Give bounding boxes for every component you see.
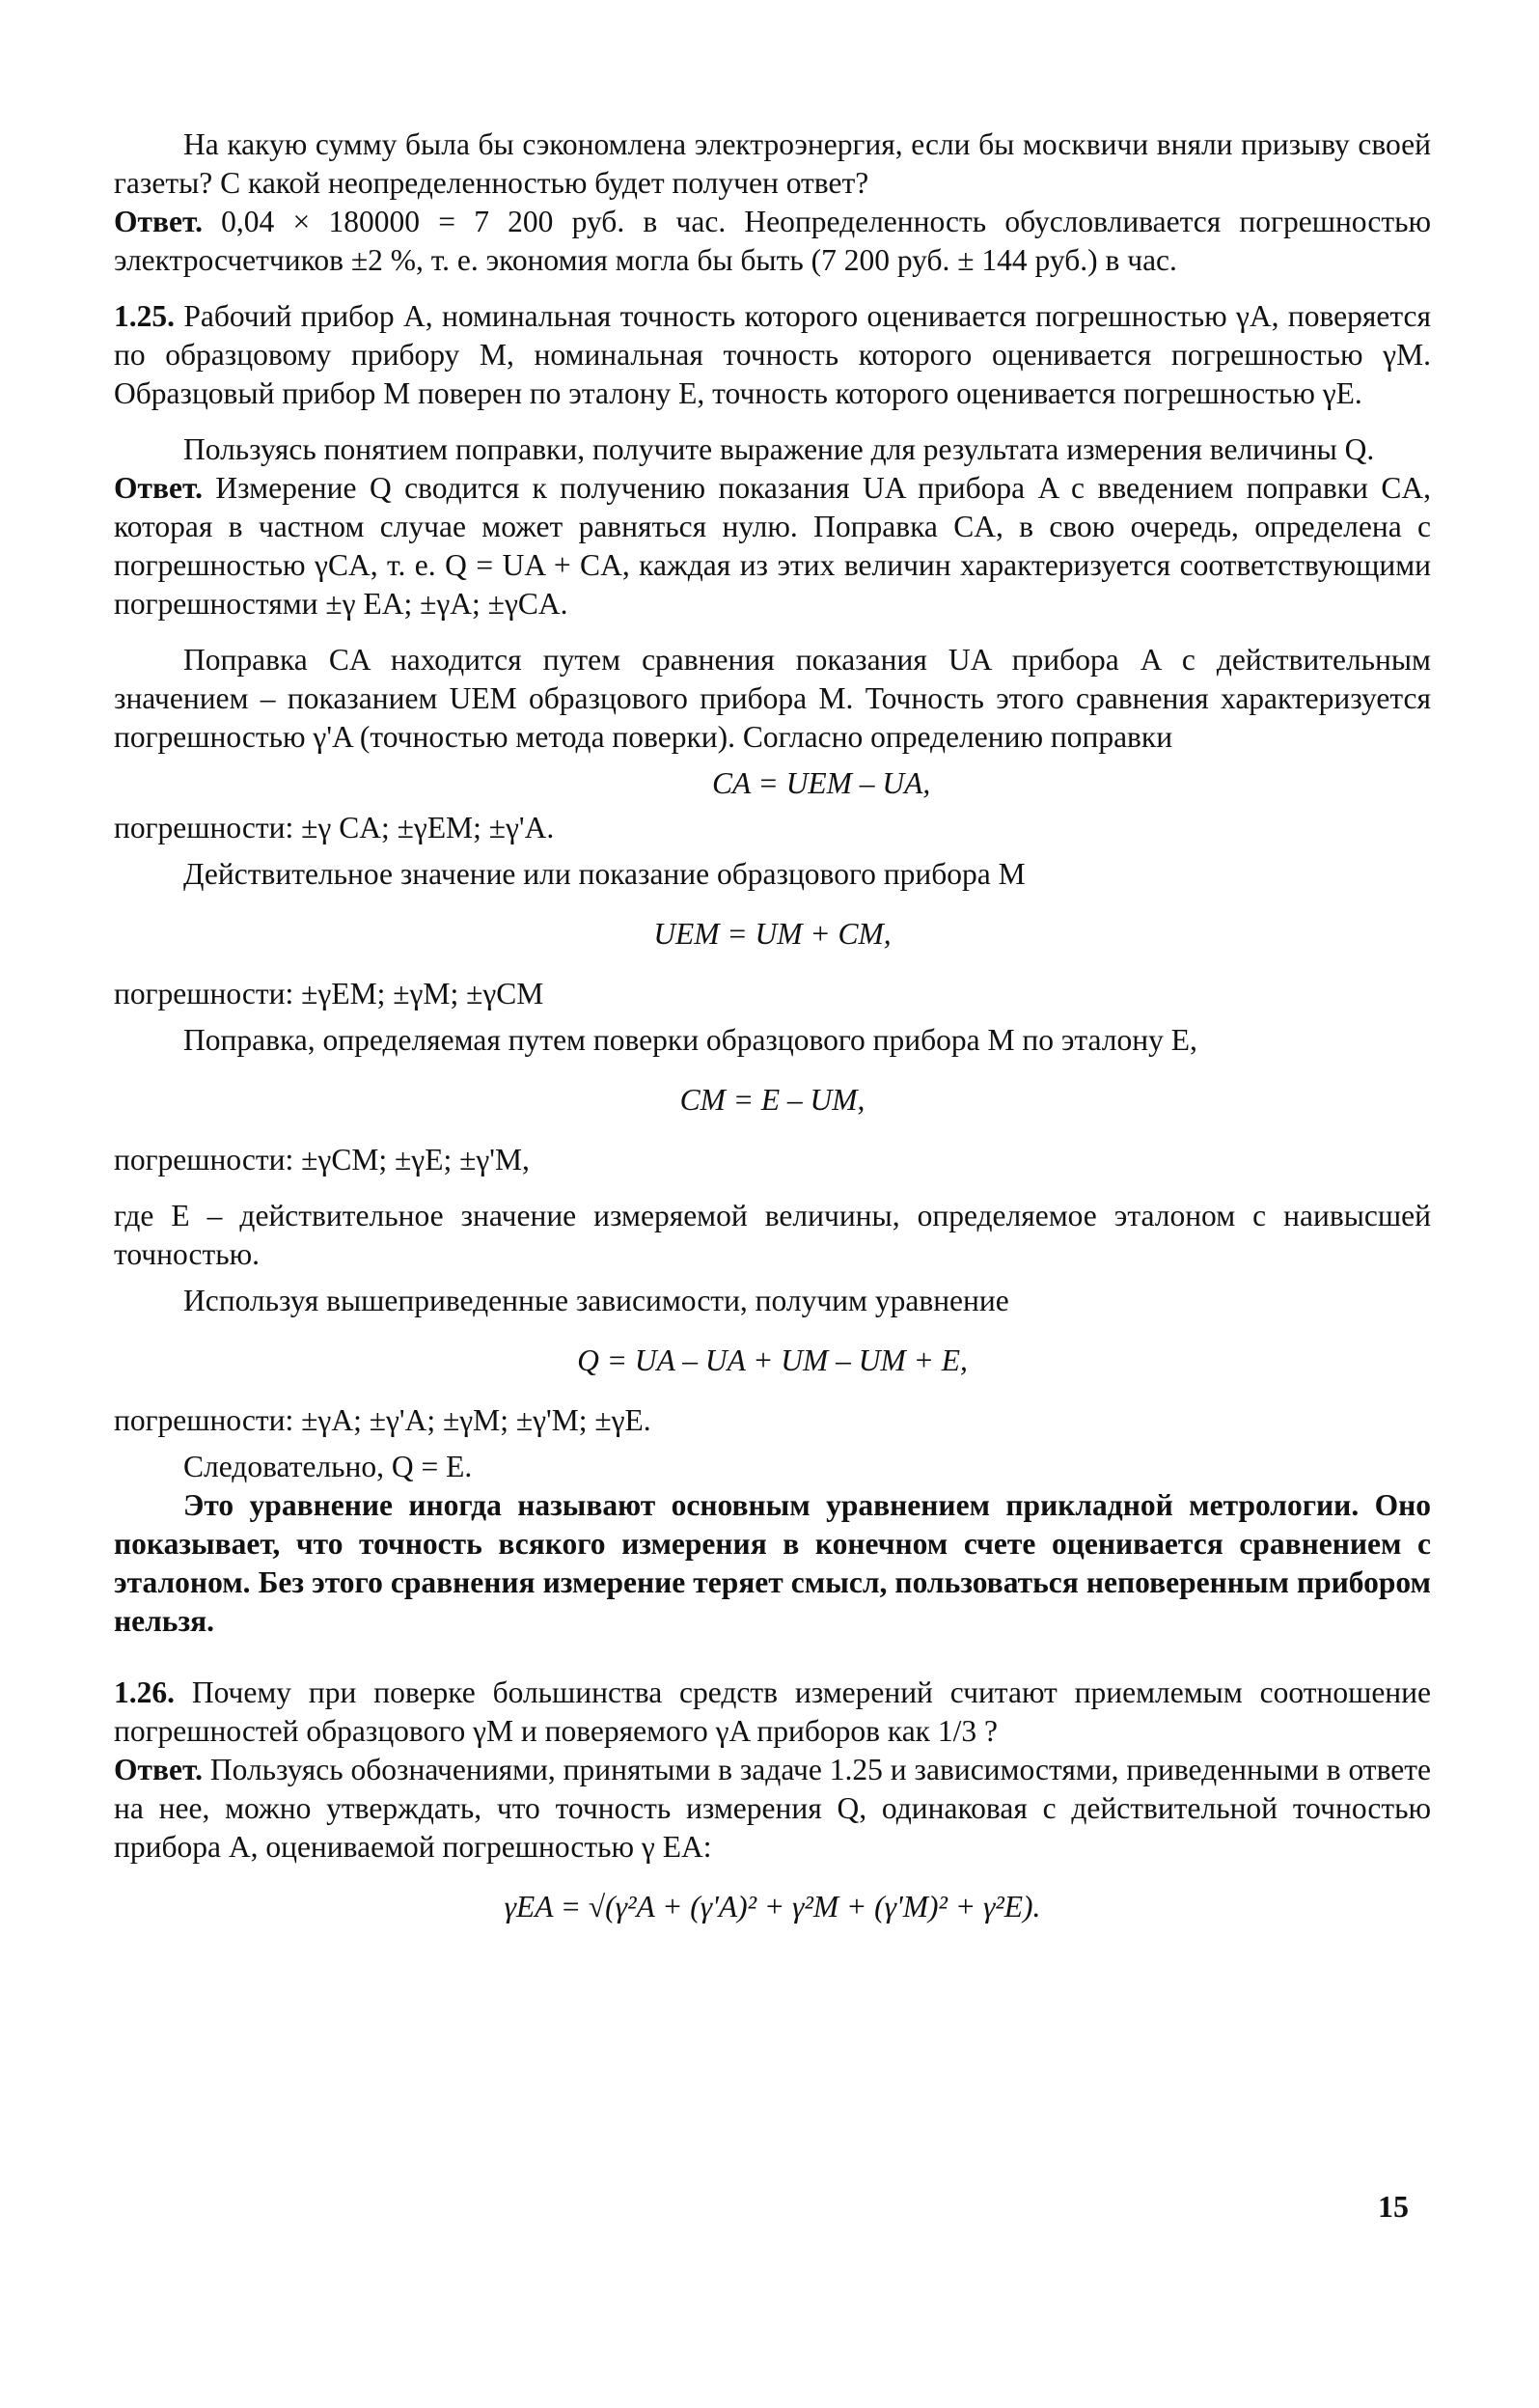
paragraph-uem: Действительное значение или показание образцового прибора M <box>183 857 1026 891</box>
problem-1-25-number: 1.25. <box>114 299 175 333</box>
equation-ca: CA = UEM – UA, <box>712 766 931 800</box>
problem-1-25-answer-label: Ответ. <box>114 471 203 505</box>
problem-1-25-text: Рабочий прибор A, номинальная точность которого оценивается погрешностью γA, поверяется по образцовому прибору M, номинальная точность которого оценивается погрешностью γM. Образцовый прибор M поверен по эталону E, точность которого оценивается погрешностью γE. <box>114 299 1431 410</box>
problem-1-25-task: Пользуясь понятием поправки, получите выражение для результата измерения величины Q. <box>183 432 1375 466</box>
intro-answer-text: 0,04 × 180000 = 7 200 руб. в час. Неопределенность обусловливается погрешностью электросчетчиков ±2 %, т. е. экономия могла бы быть (7 200 руб. ± 144 руб.) в час. <box>114 205 1431 277</box>
problem-1-26-answer <box>114 1751 1431 1867</box>
equation-cm: CM = E – UM, <box>679 1083 866 1117</box>
equation-q: Q = UA – UA + UM – UM + E, <box>577 1343 968 1377</box>
page-content <box>114 125 1431 1948</box>
errors-ca: погрешности: ±γ CA; ±γEM; ±γ'A. <box>114 811 555 844</box>
intro-answer-label: Ответ. <box>114 205 203 238</box>
problem-1-25-answer <box>114 469 1431 623</box>
bold-statement: Это уравнение иногда называют основным уравнением прикладной метрологии. Оно показывает, что точность всякого измерения в конечном счете оценивается сравнением с эталоном. Без этого сравнения измерение теряет смысл, пользоваться неповеренным прибором нельзя. <box>114 1488 1431 1638</box>
page-number: 15 <box>1378 2189 1409 2224</box>
problem-1-26-text: Почему при поверке большинства средств измерений считают приемлемым соотношение погрешностей образцового γM и поверяемого γA приборов как 1/3 ? <box>114 1675 1432 1748</box>
problem-1-25-statement <box>114 297 1431 413</box>
intro-question: На какую сумму была бы сэкономлена электроэнергия, если бы москвичи вняли призыву своей газеты? С какой неопределенностью будет получен ответ? <box>114 127 1431 200</box>
equation-uem: UEM = UM + CM, <box>653 917 892 951</box>
errors-uem: погрешности: ±γEM; ±γM; ±γCM <box>114 977 544 1010</box>
paragraph-correction-ca: Поправка CA находится путем сравнения показания UA прибора A с действительным значением – показанием UEM образцового прибора M. Точность этого сравнения характеризуется погрешностью γ'A (точностью метода поверки). Согласно определению поправки <box>114 643 1431 754</box>
problem-1-26-answer-text: Пользуясь обозначениями, принятыми в задаче 1.25 и зависимостями, приведенными в ответе на нее, можно утверждать, что точность измерения Q, одинаковая с действительной точностью прибора A, оцениваемой погрешностью γ EA: <box>114 1753 1431 1864</box>
paragraph-e-definition: где E – действительное значение измеряемой величины, определяемое эталоном с наивысшей точностью. <box>114 1199 1431 1271</box>
paragraph-cm: Поправка, определяемая путем поверки образцового прибора M по эталону E, <box>183 1023 1197 1057</box>
equation-final: γEA = √(γ²A + (γ'A)² + γ²M + (γ'M)² + γ²E). <box>504 1890 1041 1924</box>
problem-1-26-question <box>114 1674 1431 1751</box>
problem-1-26-number: 1.26. <box>114 1675 175 1709</box>
errors-q: погрешности: ±γA; ±γ'A; ±γM; ±γ'M; ±γE. <box>114 1403 651 1437</box>
paragraph-using: Используя вышеприведенные зависимости, получим уравнение <box>183 1284 1009 1317</box>
intro-answer <box>114 203 1431 280</box>
problem-1-25-answer-text: Измерение Q сводится к получению показания UA прибора A с введением поправки CA, которая в частном случае может равняться нулю. Поправка CA, в свою очередь, определена с погрешностью γCA, т. е. Q = UA + CA, каждая из этих величин характеризуется соответствующими погрешностями ±γ EA; ±γA; ±γCA. <box>114 471 1431 621</box>
errors-cm: погрешности: ±γCM; ±γE; ±γ'M, <box>114 1143 530 1176</box>
conclusion: Следовательно, Q = E. <box>183 1450 473 1483</box>
problem-1-26-answer-label: Ответ. <box>114 1753 203 1786</box>
